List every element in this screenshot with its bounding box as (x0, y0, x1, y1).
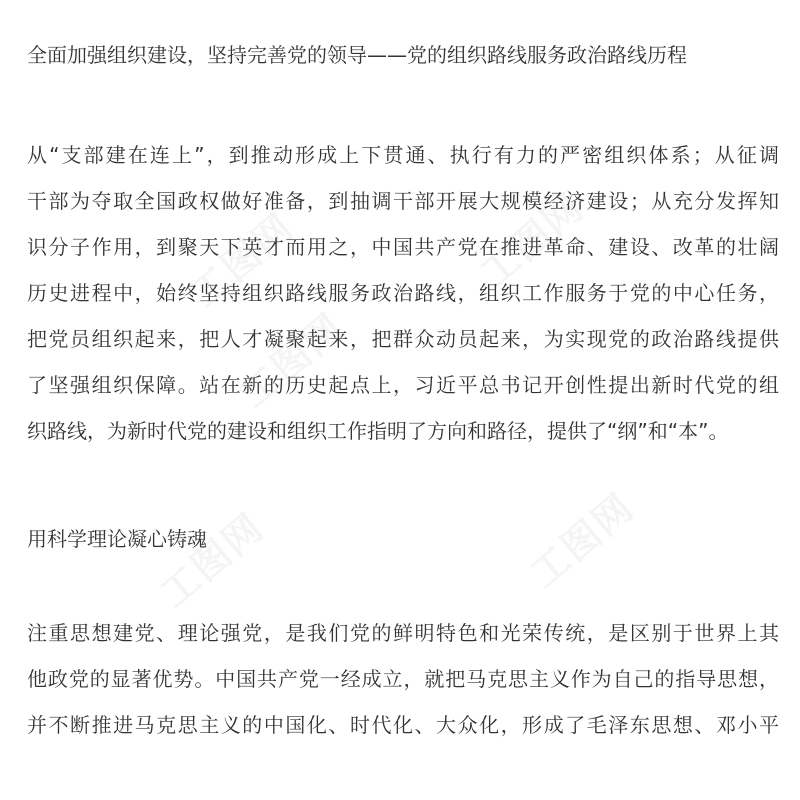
paragraph-line: 注重思想建党、理论强党，是我们党的鲜明特色和光荣传统，是区别于世界上其 (27, 621, 779, 645)
paragraph-line: 历史进程中，始终坚持组织路线服务政治路线，组织工作服务于党的中心任务， (27, 281, 779, 305)
article-body (27, 38, 779, 754)
paragraph-line: 织路线，为新时代党的建设和组织工作指明了方向和路径，提供了“纲”和“本”。 (27, 419, 729, 443)
paragraph-line: 把党员组织起来，把人才凝聚起来，把群众动员起来，为实现党的政治路线提供 (27, 327, 779, 351)
paragraph-line: 干部为夺取全国政权做好准备，到抽调干部开展大规模经济建设；从充分发挥知 (27, 189, 779, 213)
paragraph-line: 他政党的显著优势。中国共产党一经成立，就把马克思主义作为自己的指导思想， (27, 667, 779, 691)
paragraph-organization-line (27, 138, 779, 448)
paragraph-line: 识分子作用，到聚天下英才而用之，中国共产党在推进革命、建设、改革的壮阔 (27, 235, 779, 259)
section-subheading: 用科学理论凝心铸魂 (27, 527, 207, 551)
paragraph-line: 了坚强组织保障。站在新的历史起点上，习近平总书记开创性提出新时代党的组 (27, 373, 779, 397)
paragraph-line: 从“支部建在连上”，到推动形成上下贯通、执行有力的严密组织体系；从征调 (27, 143, 779, 167)
paragraph-line: 并不断推进马克思主义的中国化、时代化、大众化，形成了毛泽东思想、邓小平 (27, 713, 779, 737)
article-title: 全面加强组织建设，坚持完善党的领导——党的组织路线服务政治路线历程 (27, 43, 687, 67)
paragraph-theory (27, 616, 779, 742)
